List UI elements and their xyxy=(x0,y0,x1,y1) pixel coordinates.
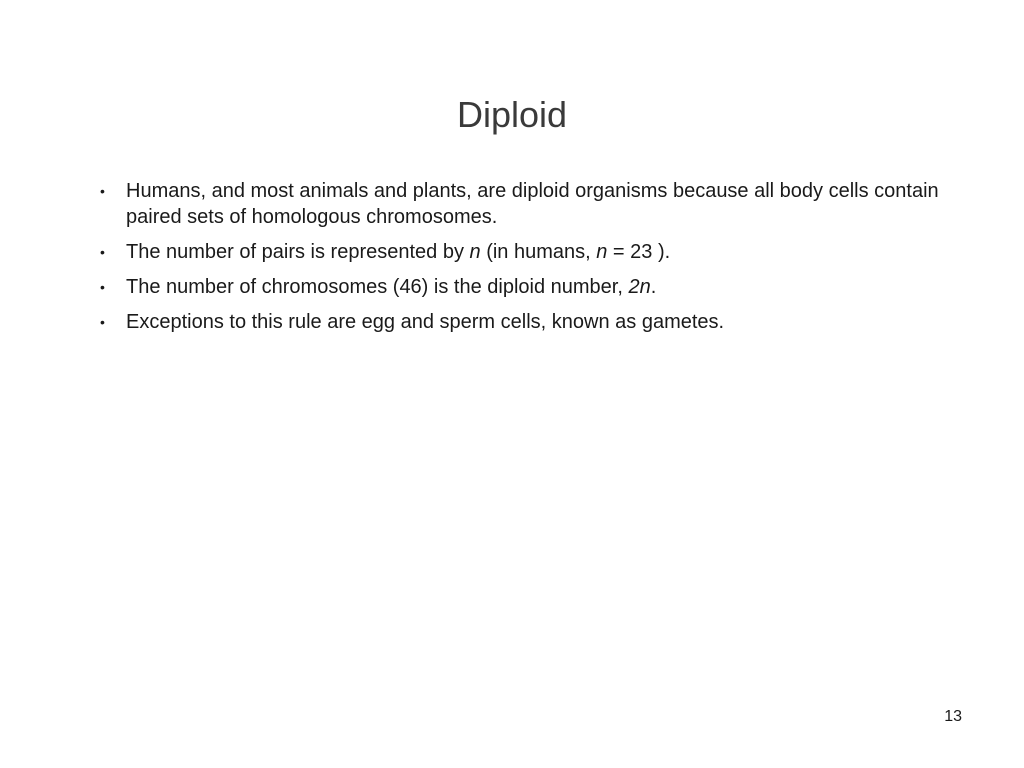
bullet-text: Exceptions to this rule are egg and sperm cells, known as gametes. xyxy=(126,311,725,333)
bullet-item xyxy=(100,309,950,335)
bullet-text: The number of chromosomes (46) is the diploid number, xyxy=(126,276,629,298)
bullet-marker: • xyxy=(100,314,105,330)
bullet-text: The number of pairs is represented by xyxy=(126,241,470,263)
bullet-text: = 23 ). xyxy=(607,241,671,263)
bullet-marker: • xyxy=(100,183,105,199)
bullet-list xyxy=(100,178,950,344)
bullet-text: (in humans, xyxy=(480,241,597,263)
bullet-marker: • xyxy=(100,244,105,260)
bullet-marker: • xyxy=(100,279,105,295)
bullet-item xyxy=(100,274,950,300)
variable-n: n xyxy=(596,241,608,263)
bullet-item xyxy=(100,239,950,265)
slide-title: Diploid xyxy=(456,94,568,135)
variable-n: n xyxy=(469,241,481,263)
bullet-text: Humans, and most animals and plants, are diploid organisms because all body cells contain paired sets of homologous chromosomes. xyxy=(126,180,939,228)
bullet-item xyxy=(100,178,950,230)
bullet-text: . xyxy=(650,276,657,298)
page-number: 13 xyxy=(944,708,962,725)
variable-2n: 2n xyxy=(628,276,651,298)
